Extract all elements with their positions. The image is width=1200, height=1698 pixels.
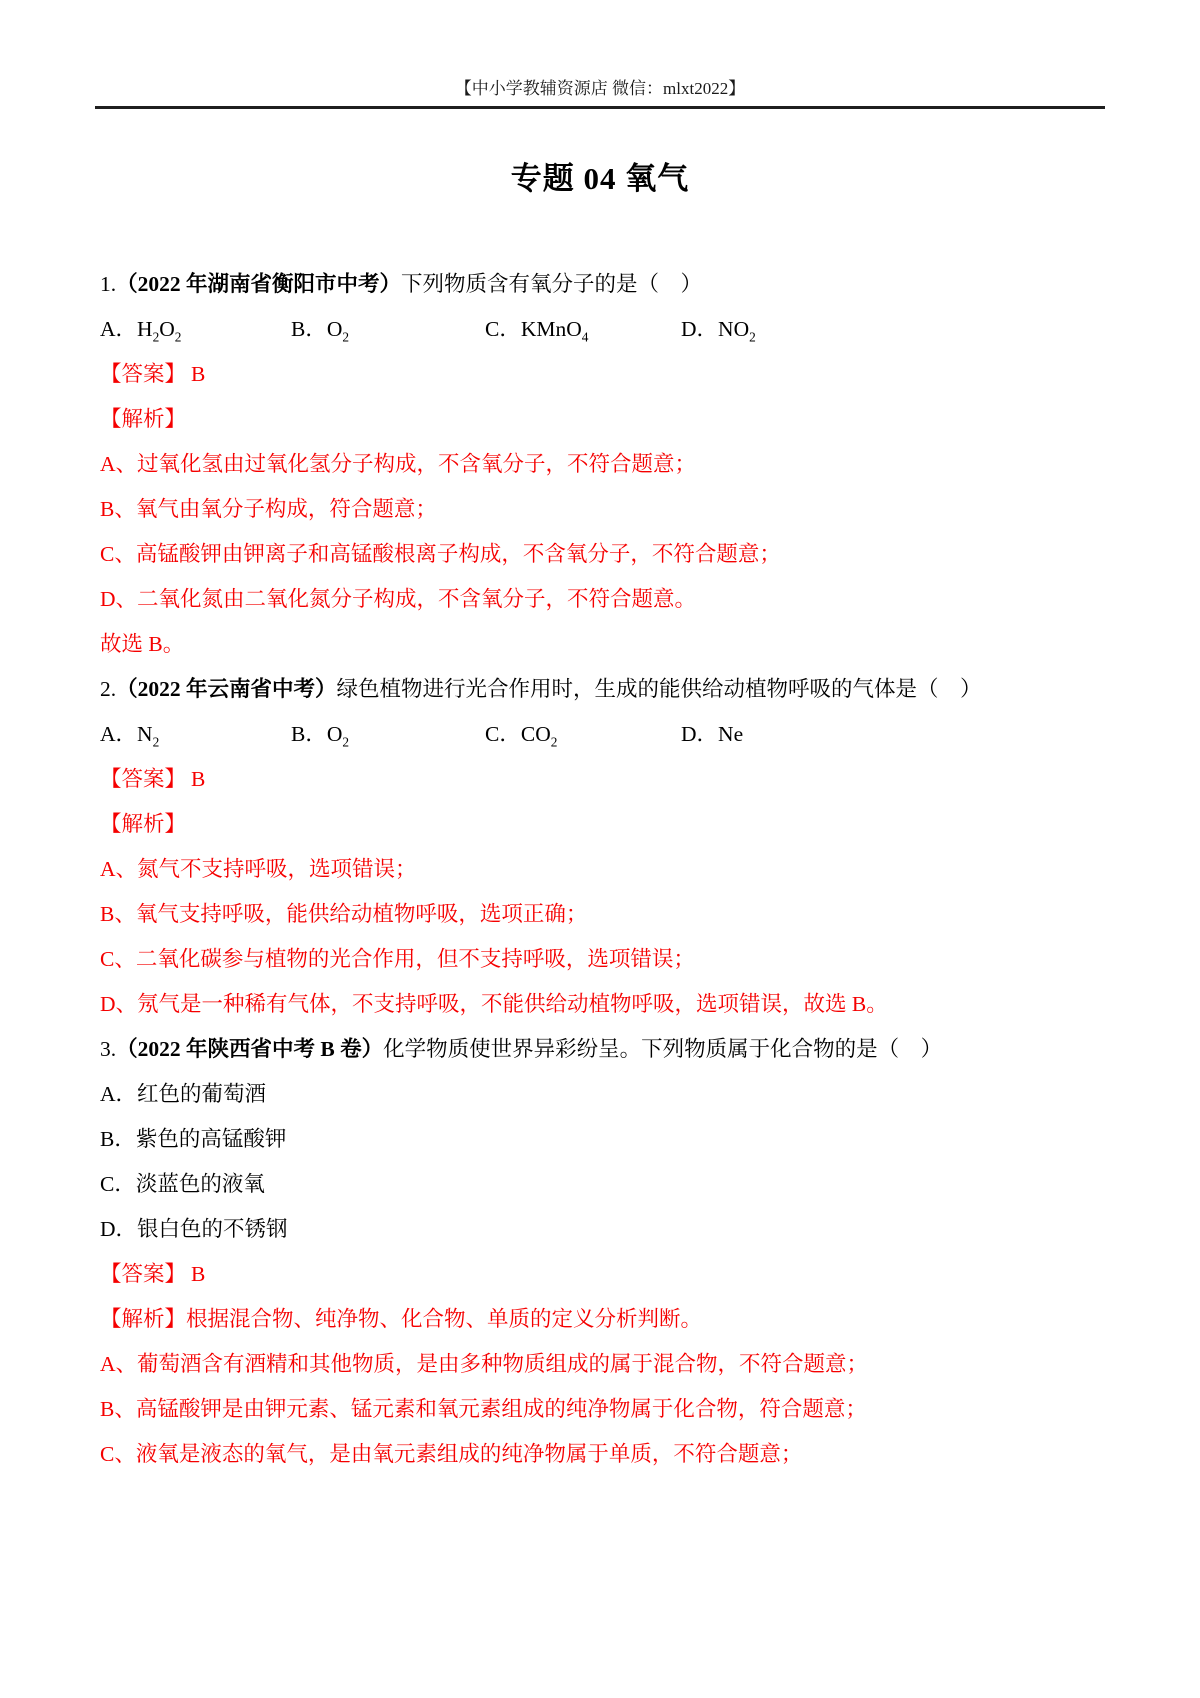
analysis-tag-line	[100, 405, 1100, 433]
option-formula: $NO_2$	[718, 317, 756, 345]
document-content	[0, 270, 1200, 1468]
option-label: C．	[485, 722, 521, 746]
question-stem: 化学物质使世界异彩纷呈。下列物质属于化合物的是（ ）	[383, 1037, 943, 1061]
options-row	[100, 315, 1100, 343]
header-rule	[95, 106, 1105, 109]
option-label: C．	[100, 1172, 136, 1196]
option-label: D．	[681, 722, 719, 746]
analysis-item: B、高锰酸钾是由钾元素、锰元素和氧元素组成的纯净物属于化合物，符合题意；	[100, 1397, 867, 1421]
answer-line	[100, 1260, 1100, 1288]
option-label: D．	[100, 1217, 138, 1241]
option-label: A．	[100, 722, 138, 746]
option-label: B．	[291, 722, 327, 746]
option-formula: $O_2$	[326, 317, 350, 345]
analysis-item: A、氮气不支持呼吸，选项错误；	[100, 857, 417, 881]
answer-tag: 【答案】	[100, 767, 187, 791]
header-shop-info: 【中小学教辅资源店 微信：mlxt2022】	[454, 79, 746, 98]
option-d	[681, 315, 756, 343]
option-line-d	[100, 1215, 1100, 1243]
option-line-a	[100, 1080, 1100, 1108]
analysis-item: A、葡萄酒含有酒精和其他物质，是由多种物质组成的属于混合物，不符合题意；	[100, 1352, 869, 1376]
question-stem: 下列物质含有氧分子的是（ ）	[401, 272, 703, 296]
option-line-b	[100, 1125, 1100, 1153]
question-line	[100, 675, 1100, 703]
question-block-3	[100, 1035, 1100, 1468]
question-source: （2022 年湖南省衡阳市中考）	[116, 272, 402, 296]
answer-tag: 【答案】	[100, 1262, 187, 1286]
option-line-c	[100, 1170, 1100, 1198]
analysis-intro: 根据混合物、纯净物、化合物、单质的定义分析判断。	[186, 1307, 703, 1331]
analysis-item: B、氧气由氧分子构成，符合题意；	[100, 497, 437, 521]
answer-tag: 【答案】	[100, 362, 187, 386]
option-formula: $N_2$	[137, 722, 160, 750]
option-formula: $CO_2$	[520, 722, 558, 750]
answer-value: B	[191, 767, 206, 791]
analysis-tag: 【解析】	[100, 407, 187, 431]
option-label: B．	[291, 317, 327, 341]
analysis-item: A、过氧化氢由过氧化氢分子构成，不含氧分子，不符合题意；	[100, 452, 697, 476]
question-block-1	[100, 270, 1100, 658]
analysis-item: C、高锰酸钾由钾离子和高锰酸根离子构成，不含氧分子，不符合题意；	[100, 542, 781, 566]
option-b	[291, 720, 485, 748]
option-c	[485, 720, 681, 748]
option-label: A．	[100, 1082, 138, 1106]
analysis-tag: 【解析】	[100, 1307, 187, 1331]
answer-line	[100, 360, 1100, 388]
option-b	[291, 315, 485, 343]
option-label: A．	[100, 317, 138, 341]
option-text: 紫色的高锰酸钾	[135, 1127, 287, 1151]
option-d	[681, 720, 743, 748]
answer-value: B	[191, 1262, 206, 1286]
option-a	[100, 720, 291, 748]
option-formula: KMnO$_4$	[520, 317, 589, 345]
option-a	[100, 315, 291, 343]
options-row	[100, 720, 1100, 748]
option-text: 红色的葡萄酒	[137, 1082, 267, 1106]
option-text: 淡蓝色的液氧	[135, 1172, 265, 1196]
question-number: 3.	[100, 1037, 117, 1061]
answer-value: B	[191, 362, 206, 386]
question-line	[100, 270, 1100, 298]
option-c	[485, 315, 681, 343]
analysis-conclusion: 故选 B。	[100, 632, 185, 656]
option-label: D．	[681, 317, 719, 341]
question-number: 2.	[100, 677, 117, 701]
analysis-tag-line	[100, 1305, 1100, 1333]
analysis-item: C、液氧是液态的氧气，是由氧元素组成的纯净物属于单质，不符合题意；	[100, 1442, 803, 1466]
question-source: （2022 年云南省中考）	[116, 677, 337, 701]
answer-line	[100, 765, 1100, 793]
page-title: 专题 04 氧气	[510, 161, 690, 196]
analysis-tag: 【解析】	[100, 812, 187, 836]
question-number: 1.	[100, 272, 117, 296]
option-formula: $H_2O_2$	[137, 317, 182, 345]
analysis-item: D、氖气是一种稀有气体，不支持呼吸，不能供给动植物呼吸，选项错误，故选 B。	[100, 992, 888, 1016]
question-source: （2022 年陕西省中考 B 卷）	[116, 1037, 384, 1061]
question-line	[100, 1035, 1100, 1063]
option-formula: $O_2$	[326, 722, 350, 750]
analysis-tag-line	[100, 810, 1100, 838]
option-label: C．	[485, 317, 521, 341]
analysis-item: B、氧气支持呼吸，能供给动植物呼吸，选项正确；	[100, 902, 588, 926]
question-stem: 绿色植物进行光合作用时，生成的能供给动植物呼吸的气体是（ ）	[336, 677, 982, 701]
option-text: 银白色的不锈钢	[137, 1217, 288, 1241]
option-formula: Ne	[718, 722, 744, 746]
option-label: B．	[100, 1127, 136, 1151]
analysis-item: C、二氧化碳参与植物的光合作用，但不支持呼吸，选项错误；	[100, 947, 695, 971]
analysis-item: D、二氧化氮由二氧化氮分子构成，不含氧分子，不符合题意。	[100, 587, 697, 611]
question-block-2	[100, 675, 1100, 1018]
